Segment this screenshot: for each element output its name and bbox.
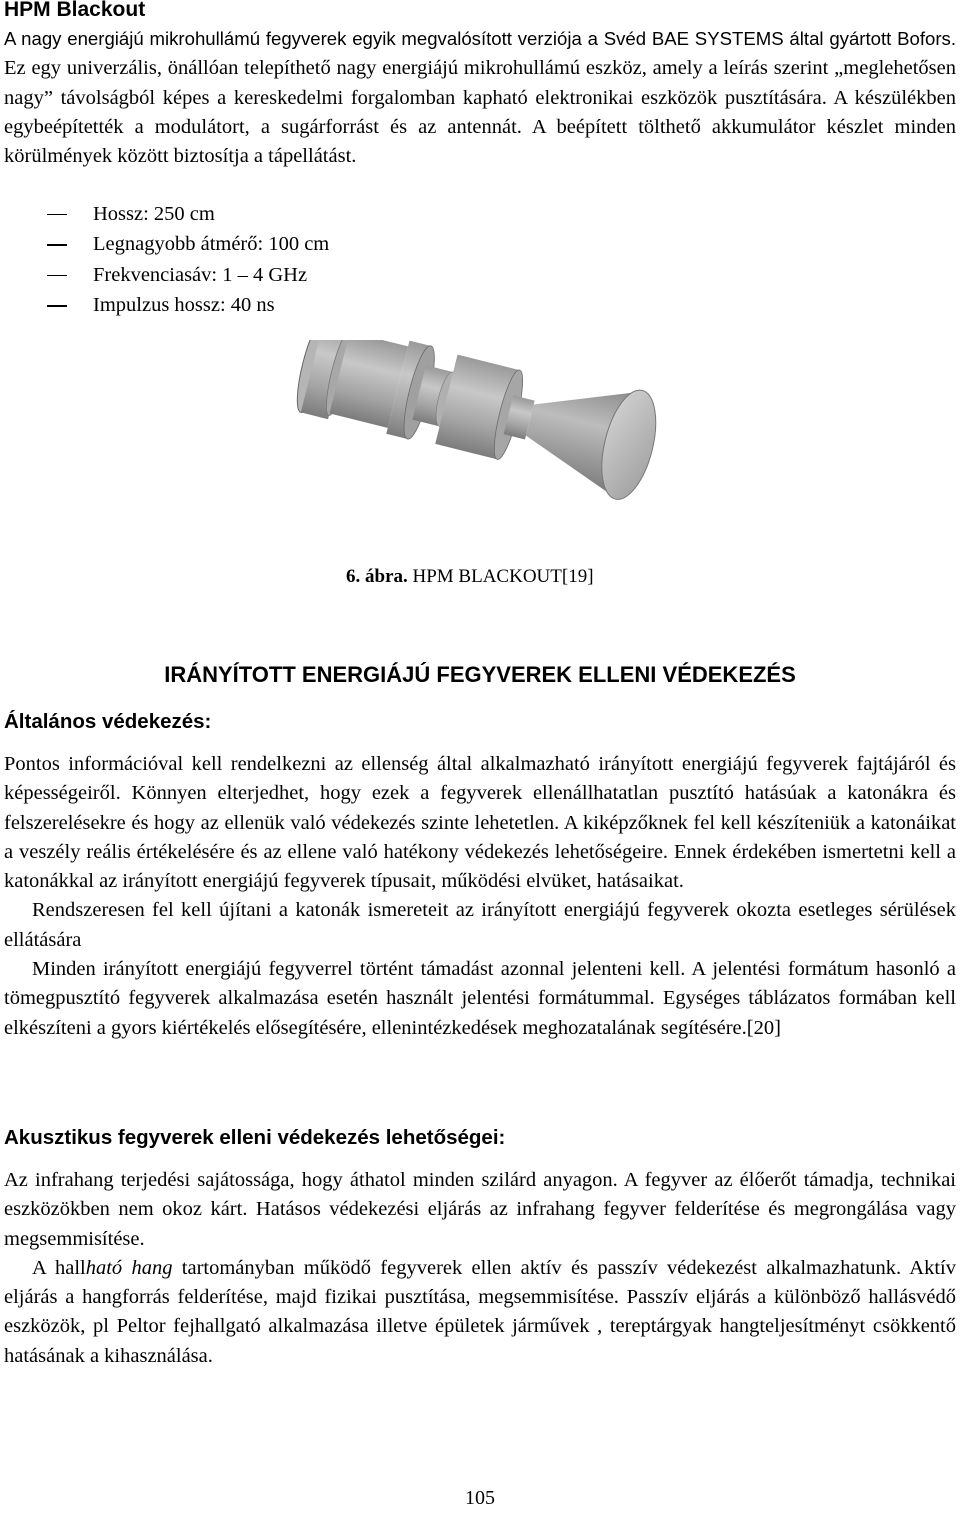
text-span: A [32,1256,55,1279]
spec-item [47,199,329,230]
figure-caption-text: HPM BLACKOUT[19] [407,566,594,587]
spec-item [47,230,329,261]
spec-diameter: Legnagyobb átmérő: 100 cm [93,233,330,256]
dash-bullet [47,305,67,307]
subheading-acoustic-defense: Akusztikus fegyverek elleni védekezés lehetőségei: [4,1126,506,1149]
intro-lead-text: A nagy energiájú mikrohullámú fegyverek egyik megvalósított verziója a Svéd BAE SYSTEMS által gyártott Bofors. [4,28,956,49]
paragraph: Rendszeresen fel kell újítani a katonák ismereteit az irányított energiájú fegyverek okozta esetleges sérülések ellátására [4,899,956,951]
section-heading-ied-defense: IRÁNYÍTOTT ENERGIÁJÚ FEGYVEREK ELLENI VÉDEKEZÉS [164,662,796,687]
paragraph: Az infrahang terjedési sajátossága, hogy áthatol minden szilárd anyagon. A fegyver az élőerőt támadja, technikai eszközökben nem okoz kárt. Hatásos védekezési eljárás az infrahang fegyver felderítése és megrongálása vagy megsemmisítése. [4,1169,956,1250]
acoustic-defense-block [4,1137,956,1371]
spec-pulse: Impulzus hossz: 40 ns [93,294,275,317]
text-span: hall [54,1256,86,1279]
spec-frequency: Frekvenciasáv: 1 – 4 GHz [93,263,308,286]
dash-bullet [47,244,67,246]
paragraph: Minden irányított energiájú fegyverrel történt támadást azonnal jelenteni kell. A jelentési formátum hasonló a tömegpusztító fegyverek alkalmazása esetén használt jelentési formátummal. Egységes táblázatos formában kell elkészíteni a gyors kiértékelés elősegítésére, ellenintézkedések meghozatalának segítésére.[20] [4,958,956,1039]
paragraph [4,1254,956,1371]
spec-item [47,291,329,322]
section-title-hpm-blackout: HPM Blackout [4,0,146,21]
figure-caption [346,563,594,591]
intro-rest-text: Ez egy univerzális, önállóan telepíthető nagy energiájú mikrohullámú eszköz, amely a leírás szerint „meglehetősen nagy” távolságból képes a kereskedelmi forgalomban kapható elektronikai eszközök pusztítására. A készülékben egybeépítették a modulátort, a sugárforrást és az antennát. A beépített tölthető akkumulátor készlet minden körülmények között biztosítja a tápellátást. [4,57,956,168]
spec-list [47,199,329,321]
subheading-general-defense: Általános védekezés: [4,710,212,733]
hpm-blackout-device-image [274,340,694,570]
figure-label: 6. ábra. [346,566,408,587]
intro-paragraph [4,24,956,171]
spec-item [47,260,329,291]
page-number: 105 [465,1487,495,1509]
paragraph: Pontos információval kell rendelkezni az ellenség által alkalmazható irányított energiájú fegyverek fajtájáról és képességeiről. Könnyen elterjedhet, hogy ezek a fegyverek ellenállhatatlan pusztító hatásúak a katonákra és felszerelésekre és hogy az ellenük való védekezés szinte lehetetlen. A kiképzőknek fel kell készíteniük a katonáikat a veszély reális értékelésére és az ellene való hatékony védekezés lehetőségeire. Ennek érdekében ismertetni kell a katonákkal az irányított energiájú fegyverek típusait, működési elvüket, hatásaikat. [4,753,956,893]
dash-bullet [47,275,67,277]
general-defense-block [4,721,956,1043]
text-span: tartományban működő fegyverek ellen aktív és passzív védekezést alkalmazhatunk. Aktív eljárás a hangforrás felderítése, majd fizikai pusztítása, megsemmisítése. Passzív eljárás a különböző hallásvédő eszközök, pl Peltor fejhallgató alkalmazása illetve épületek járművek , tereptárgyak hangteljesítményt csökkentő hatásának a kihasználása. [4,1256,956,1367]
italic-term: ható hang [85,1256,173,1279]
spec-length: Hossz: 250 cm [93,202,215,225]
dash-bullet [47,214,67,216]
